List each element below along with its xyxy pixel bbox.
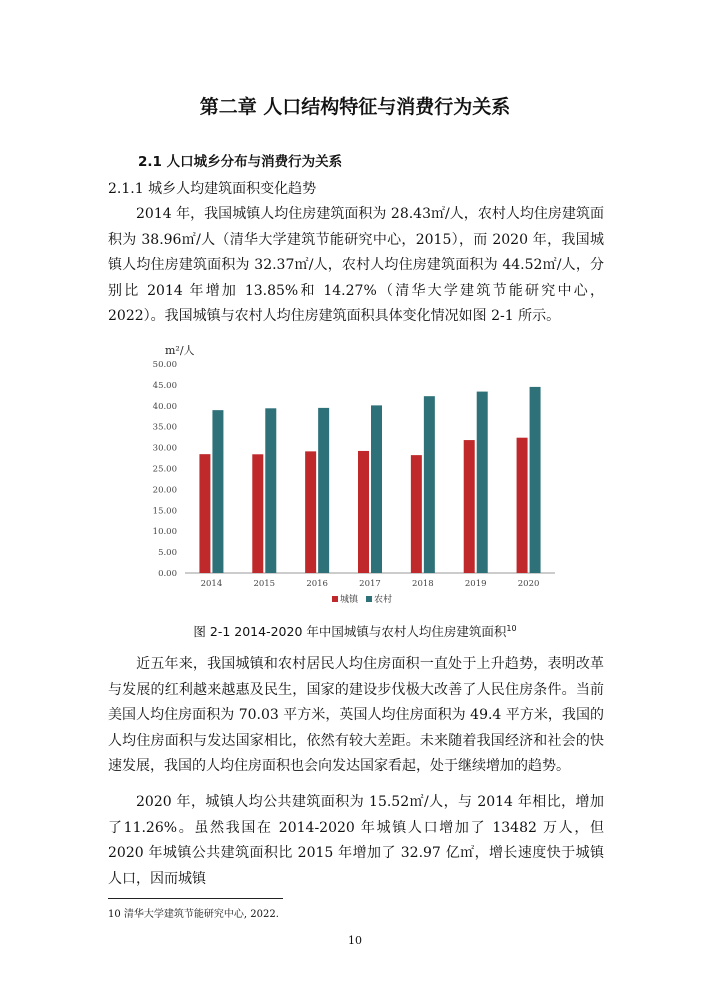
y-tick-label: 30.00 xyxy=(152,443,177,454)
paragraph-3-text: 2020 年，城镇人均公共建筑面积为 15.52㎡/人，与 2014 年相比，增加了11.26%。虽然我国在 2014-2020 年城镇人口增加了 13482 万人，但 2020 年城镇公共建筑面积比 2015 年增加了 32.97 亿㎡，增长速度快于城镇人口，因而城镇 xyxy=(108,794,604,887)
bar-城镇-2017 xyxy=(358,451,369,573)
bar-农村-2019 xyxy=(477,392,488,573)
x-tick-label: 2018 xyxy=(412,579,434,589)
bar-chart xyxy=(145,340,565,612)
legend-label-城镇: 城镇 xyxy=(340,595,359,605)
y-tick-label: 50.00 xyxy=(152,360,177,370)
x-tick-label: 2014 xyxy=(200,579,223,589)
x-tick-label: 2017 xyxy=(359,579,381,589)
subsection-heading: 2.1.1 城乡人均建筑面积变化趋势 xyxy=(108,181,317,197)
legend-swatch-农村 xyxy=(366,596,372,602)
y-tick-label: 45.00 xyxy=(152,380,177,391)
paragraph-2-text: 近五年来，我国城镇和农村居民人均住房面积一直处于上升趋势，表明改革与发展的红利越来越惠及民生，国家的建设步伐极大改善了人民住房条件。当前美国人均住房面积为 70.03 平方米，英国人均住房面积为 49.4 平方米，我国的人均住房面积与发达国家相比，依然有较大差距。未来随着我国经济和社会的快速发展，我国的人均住房面积也会向发达国家看起，处于继续增加的趋势。 xyxy=(108,656,604,774)
chapter-title: 第二章 人口结构特征与消费行为关系 xyxy=(199,96,511,118)
x-tick-label: 2015 xyxy=(253,579,276,589)
bar-农村-2015 xyxy=(265,408,276,573)
y-tick-label: 15.00 xyxy=(152,506,177,517)
bar-农村-2018 xyxy=(424,396,435,573)
footnote-ref: 10 xyxy=(506,623,517,633)
bar-城镇-2014 xyxy=(199,454,210,573)
section-heading: 2.1 人口城乡分布与消费行为关系 xyxy=(138,154,343,170)
figure-caption xyxy=(0,622,710,640)
bar-城镇-2018 xyxy=(411,455,422,573)
bar-农村-2014 xyxy=(212,410,223,573)
legend-label-农村: 农村 xyxy=(374,595,393,605)
footnote-divider xyxy=(108,898,283,899)
x-tick-label: 2016 xyxy=(306,579,328,589)
x-tick-label: 2019 xyxy=(464,579,487,589)
y-tick-label: 35.00 xyxy=(152,422,177,433)
y-tick-label: 0.00 xyxy=(158,569,177,579)
bar-农村-2020 xyxy=(530,387,541,573)
footnote: 10 清华大学建筑节能研究中心, 2022. xyxy=(108,909,279,920)
paragraph-3 xyxy=(108,790,604,892)
y-tick-label: 5.00 xyxy=(158,548,177,559)
y-tick-label: 40.00 xyxy=(152,401,177,412)
bar-农村-2016 xyxy=(318,408,329,573)
y-axis-label: m²/人 xyxy=(165,344,195,357)
y-tick-label: 20.00 xyxy=(152,485,177,496)
page-number: 10 xyxy=(348,934,362,947)
bar-城镇-2020 xyxy=(517,438,528,573)
figure-caption-text: 图 2-1 2014-2020 年中国城镇与农村人均住房建筑面积 xyxy=(193,624,507,639)
paragraph-1-text: 2014 年，我国城镇人均住房建筑面积为 28.43㎡/人，农村人均住房建筑面积为 38.96㎡/人（清华大学建筑节能研究中心，2015），而 2020 年，我国城镇人均住房建筑面积为 32.37㎡/人，农村人均住房建筑面积为 44.52㎡/人，分别比 2014 年增加 13.85%和 14.27%（清华大学建筑节能研究中心，2022）。我国城镇与农村人均住房建筑面积具体变化情况如图 2-1 所示。 xyxy=(108,206,604,324)
bar-城镇-2015 xyxy=(252,454,263,573)
bar-城镇-2019 xyxy=(464,440,475,573)
y-tick-label: 10.00 xyxy=(152,527,177,538)
bar-城镇-2016 xyxy=(305,451,316,573)
legend-swatch-城镇 xyxy=(332,596,338,602)
paragraph-1 xyxy=(108,202,604,330)
bar-农村-2017 xyxy=(371,405,382,573)
figure-2-1 xyxy=(145,340,565,612)
y-tick-label: 25.00 xyxy=(152,464,177,475)
paragraph-2 xyxy=(108,652,604,780)
x-tick-label: 2020 xyxy=(517,579,540,589)
